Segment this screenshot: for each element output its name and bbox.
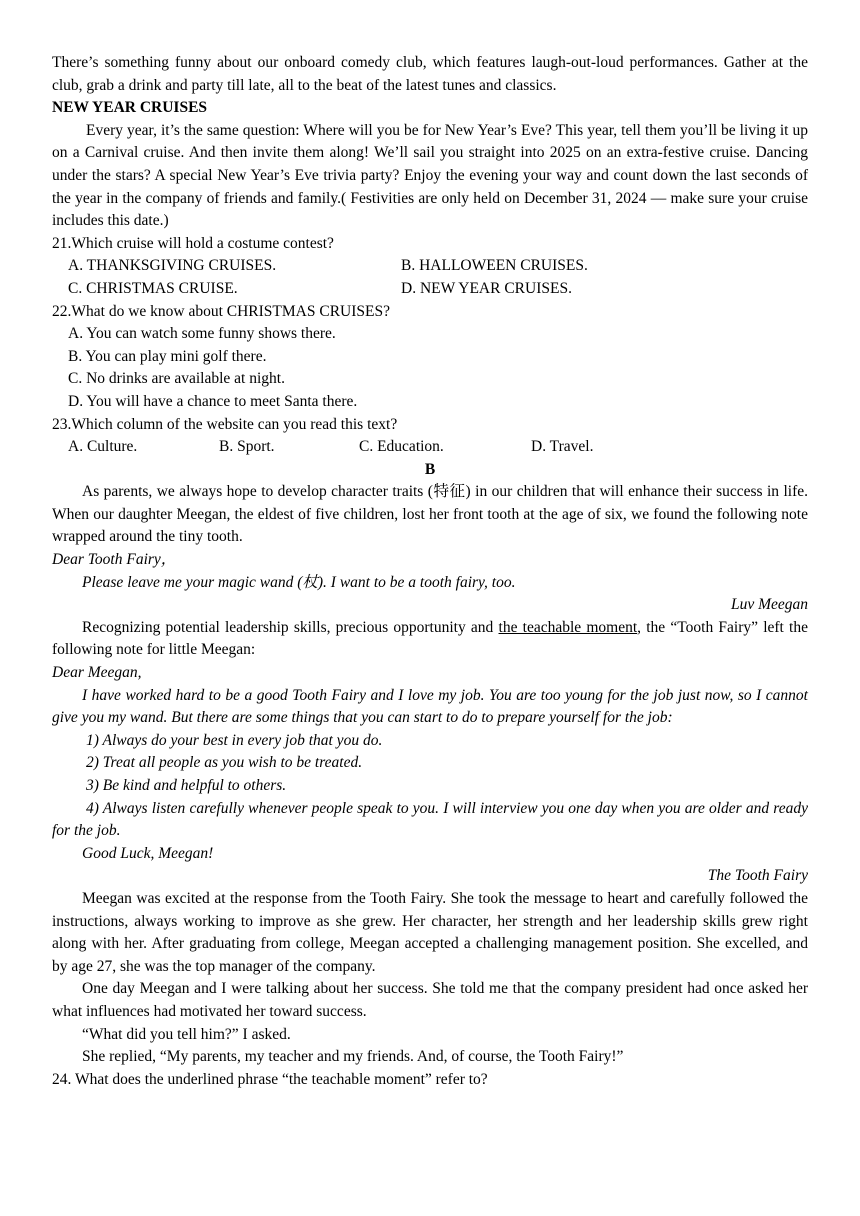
question-22-option-b: B. You can play mini golf there. <box>68 347 267 365</box>
underlined-phrase: the teachable moment <box>498 618 638 636</box>
section-b-paragraph-4: One day Meegan and I were talking about her success. She told me that the company president had once asked her what influences had motivated her toward success. <box>52 980 808 1020</box>
question-21-option-c: C. CHRISTMAS CRUISE. <box>68 279 238 297</box>
section-b-paragraph-5: “What did you tell him?” I asked. <box>82 1025 291 1043</box>
question-24-stem: 24. What does the underlined phrase “the teachable moment” refer to? <box>52 1070 488 1088</box>
question-21-options-row-1 <box>52 255 808 278</box>
question-21-stem: 21.Which cruise will hold a costume contest? <box>52 234 334 252</box>
paragraph-2-before: Recognizing potential leadership skills, precious opportunity and <box>82 618 499 636</box>
note1-signature: Luv Meegan <box>730 596 808 614</box>
note2-item-2: 2) Treat all people as you wish to be treated. <box>86 754 363 772</box>
question-23-options <box>52 436 808 459</box>
question-21-option-a: A. THANKSGIVING CRUISES. <box>68 257 277 275</box>
note2-body: I have worked hard to be a good Tooth Fairy and I love my job. You are too young for the job just now, so I cannot give you my wand. But there are some things that you can start to do to prepare yourself for the job: <box>52 686 808 727</box>
note2-salutation: Dear Meegan, <box>52 664 142 682</box>
question-22-option-a: A. You can watch some funny shows there. <box>68 325 336 343</box>
section-b-paragraph-2 <box>52 617 808 662</box>
note2-item-3: 3) Be kind and helpful to others. <box>86 777 287 794</box>
question-23-option-a: A. Culture. <box>68 438 138 456</box>
new-year-paragraph: Every year, it’s the same question: Where will you be for New Year’s Eve? This year, tell them you’ll be living it up on a Carnival cruise. And then invite them along! We’ll sail you straight into 2025 on an extra-festive cruise. Dancing under the stars? A special New Year’s Eve trivia party? Enjoy the evening your way and count down the last seconds of the year in the company of friends and family.( Festivities are only held on December 31, 2024 — make sure your cruise includes this date.) <box>52 121 808 230</box>
question-22-stem: 22.What do we know about CHRISTMAS CRUISES? <box>52 302 390 320</box>
section-b-paragraph-1: As parents, we always hope to develop character traits (特征) in our children that will enhance their success in life. When our daughter Meegan, the eldest of five children, lost her front tooth at the age of six, we found the following note wrapped around the tiny tooth. <box>52 483 808 546</box>
new-year-heading: NEW YEAR CRUISES <box>52 99 208 117</box>
question-21-option-d: D. NEW YEAR CRUISES. <box>401 279 572 297</box>
question-23-option-c: C. Education. <box>359 438 444 456</box>
note1-body: Please leave me your magic wand (杖). I want to be a tooth fairy, too. <box>82 573 516 591</box>
section-b-heading: B <box>424 460 436 478</box>
question-23-option-b: B. Sport. <box>219 438 275 456</box>
question-21-option-b: B. HALLOWEEN CRUISES. <box>401 257 588 275</box>
question-23-stem: 23.Which column of the website can you read this text? <box>52 415 398 433</box>
question-22-option-c: C. No drinks are available at night. <box>68 370 285 388</box>
note1-salutation: Dear Tooth Fairy， <box>52 551 177 569</box>
note2-item-4: 4) Always listen carefully whenever people speak to you. I will interview you one day when you are older and ready for the job. <box>52 799 808 840</box>
note2-signature: The Tooth Fairy <box>707 867 808 885</box>
section-b-paragraph-3: Meegan was excited at the response from the Tooth Fairy. She took the message to heart and carefully followed the instructions, always working to improve as she grew. Her character, her strength and her leadership skills grew right along with her. After graduating from college, Meegan accepted a challenging management position. She excelled, and by age 27, she was the top manager of the company. <box>52 889 808 975</box>
intro-paragraph: There’s something funny about our onboard comedy club, which features laugh-out-loud performances. Gather at the club, grab a drink and party till late, all to the beat of the latest tunes and classics. <box>52 54 808 94</box>
question-22-option-d: D. You will have a chance to meet Santa there. <box>68 392 358 410</box>
question-23-option-d: D. Travel. <box>531 438 594 456</box>
section-b-paragraph-6: She replied, “My parents, my teacher and my friends. And, of course, the Tooth Fairy!” <box>82 1048 624 1066</box>
paragraph-2-after: , the “Tooth Fairy” left the following note for little Meegan: <box>52 618 808 659</box>
note2-item-1: 1) Always do your best in every job that you do. <box>86 731 383 749</box>
note2-closing: Good Luck, Meegan! <box>82 844 214 862</box>
question-21-options-row-2 <box>52 278 808 301</box>
